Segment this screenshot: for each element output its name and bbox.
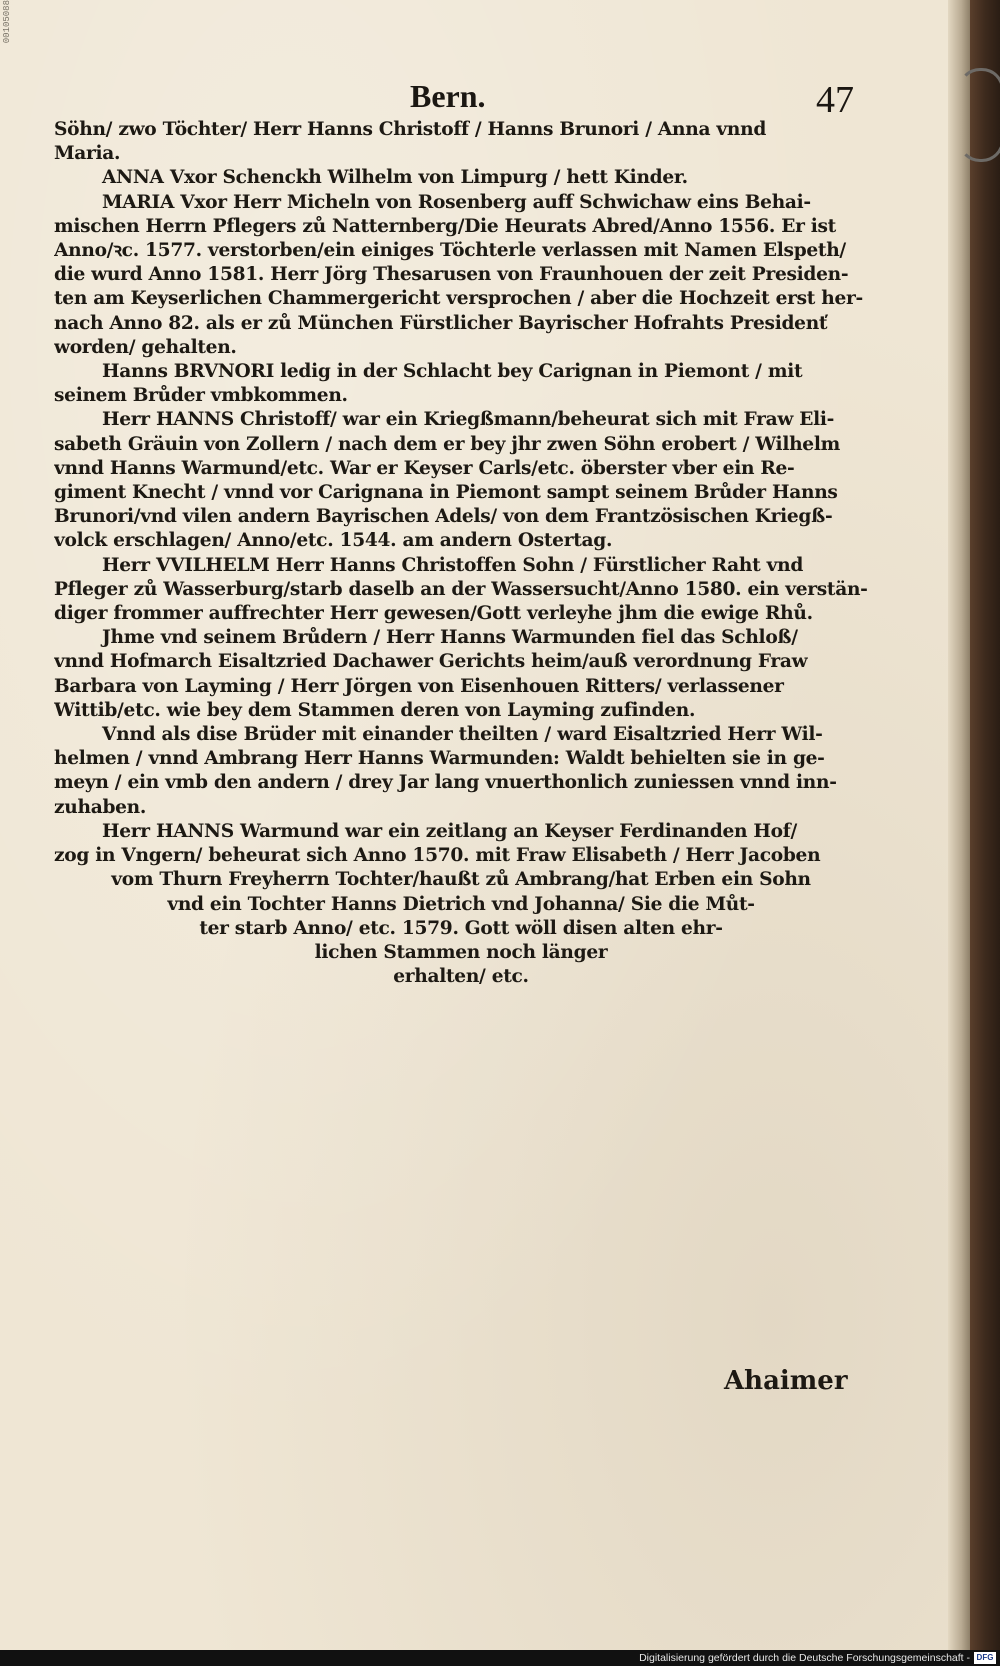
text-line: Herr HANNS Christoff/ war ein Kriegßmann/beheurat sich mit Fraw Eli- (102, 409, 835, 431)
text-line: worden/ gehalten. (54, 336, 237, 358)
text-line: Wittib/etc. wie bey dem Stammen deren von Layming zufinden. (54, 699, 696, 721)
page-clip-icon (958, 68, 1000, 162)
scan-id: 00105088 (2, 0, 12, 44)
centered-text-line: vom Thurn Freyherrn Tochter/haußt zů Ambrang/hat Erben ein Sohn (111, 869, 811, 891)
text-line: Vnnd als dise Brüder mit einander theilten / ward Eisaltzried Herr Wil- (102, 724, 823, 746)
centered-text-line: lichen Stammen noch länger (314, 941, 608, 963)
text-line: Barbara von Layming / Herr Jörgen von Eisenhouen Ritters/ verlassener (54, 675, 784, 697)
text-line: Hanns BRVNORI ledig in der Schlacht bey Carignan in Piemont / mit (102, 361, 803, 383)
text-line: zog in Vngern/ beheurat sich Anno 1570. mit Fraw Elisabeth / Herr Jacoben (54, 845, 821, 867)
text-line: MARIA Vxor Herr Micheln von Rosenberg auff Schwichaw eins Behai- (102, 191, 811, 213)
centered-text-line: ter starb Anno/ etc. 1579. Gott wöll disen alten ehr- (199, 917, 723, 939)
closing-centered-lines (54, 868, 868, 989)
text-line: giment Knecht / vnnd vor Carignana in Piemont sampt seinem Brůder Hanns (54, 482, 838, 504)
text-line: Söhn/ zwo Töchter/ Herr Hanns Christoff / Hanns Brunori / Anna vnnd (54, 119, 767, 140)
text-line: Maria. (54, 143, 121, 165)
body-text (54, 118, 868, 989)
text-line: Pfleger zů Wasserburg/starb daselb an der Wassersucht/Anno 1580. ein verstän- (54, 578, 868, 600)
text-line: Brunori/vnd vilen andern Bayrischen Adels/ von dem Frantzösischen Kriegß- (54, 506, 833, 528)
dfg-logo-icon: DFG (974, 1652, 996, 1664)
running-header-title: Bern. (410, 78, 486, 114)
book-cover-edge (970, 0, 1000, 1650)
text-line: vnnd Hanns Warmund/etc. War er Keyser Carls/etc. öberster vber ein Re- (54, 457, 795, 479)
text-line: Herr HANNS Warmund war ein zeitlang an Keyser Ferdinanden Hof/ (102, 820, 797, 842)
catchword: Ahaimer (724, 1366, 848, 1396)
text-line: ANNA Vxor Schenckh Wilhelm von Limpurg / hett Kinder. (102, 167, 688, 189)
text-line: helmen / vnnd Ambrang Herr Hanns Warmunden: Waldt behielten sie in ge- (54, 748, 825, 770)
digitization-credit: Digitalisierung gefördert durch die Deutsche Forschungsgemeinschaft - (0, 1650, 1000, 1666)
page-number: 47 (816, 79, 854, 121)
text-line: seinem Brůder vmbkommen. (54, 385, 348, 407)
centered-text-line: vnd ein Tochter Hanns Dietrich vnd Johanna/ Sie die Můt- (167, 893, 755, 915)
text-line: mischen Herrn Pflegers zů Natternberg/Die Heurats Abred/Anno 1556. Er ist (54, 215, 836, 237)
text-line: sabeth Gräuin von Zollern / nach dem er bey jhr zwen Söhn erobert / Wilhelm (54, 433, 840, 455)
text-line: die wurd Anno 1581. Herr Jörg Thesarusen von Fraunhouen der zeit Presiden- (54, 264, 849, 286)
page-gutter (948, 0, 970, 1650)
text-line: zuhaben. (54, 796, 147, 818)
text-line: meyn / ein vmb den andern / drey Jar lang vnuerthonlich zuniessen vnnd inn- (54, 772, 837, 794)
text-line: vnnd Hofmarch Eisaltzried Dachawer Gerichts heim/auß verordnung Fraw (54, 651, 808, 673)
text-line: Anno/ꝛc. 1577. verstorben/ein einiges Töchterle verlassen mit Namen Elspeth/ (54, 240, 846, 262)
text-line: diger frommer auffrechter Herr gewesen/Gott verleyhe jhm die ewige Rhů. (54, 603, 813, 625)
centered-text-line: erhalten/ etc. (393, 966, 529, 988)
text-line: Herr VVILHELM Herr Hanns Christoffen Sohn / Fürstlicher Raht vnd (102, 554, 804, 576)
body-lines (54, 118, 868, 868)
text-line: ten am Keyserlichen Chammergericht versprochen / aber die Hochzeit erst her- (54, 288, 863, 310)
text-line: volck erschlagen/ Anno/etc. 1544. am andern Ostertag. (54, 530, 613, 552)
text-line: Jhme vnd seinem Brůdern / Herr Hanns Warmunden fiel das Schloß/ (102, 627, 798, 649)
text-line: nach Anno 82. als er zů München Fürstlicher Bayrischer Hofrahts Presidenť (54, 312, 828, 334)
